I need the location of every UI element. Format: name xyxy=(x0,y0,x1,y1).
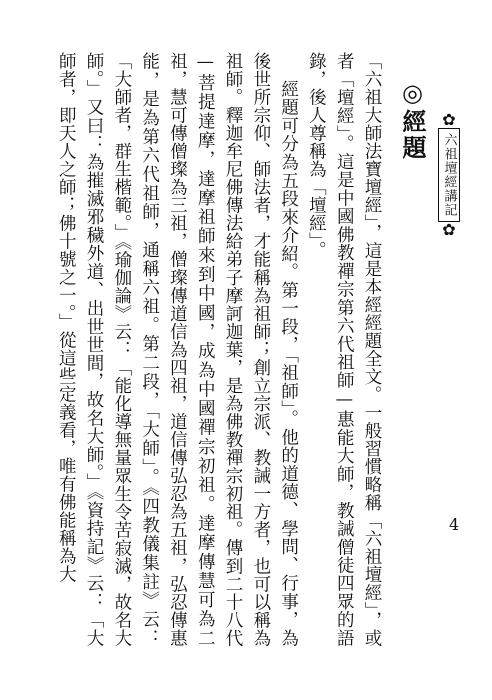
paragraph-1: 「六祖大師法寶壇經」，這是本經經題全文。一般習慣略稱「六祖壇經」，或者「壇經」。這是中國佛教禪宗第六代祖師—惠能大師，教誡僧徒四眾的語錄，後人尊稱為「壇經」。 xyxy=(306,52,382,647)
running-head xyxy=(432,112,466,238)
section-heading: ◎經題 xyxy=(398,78,427,161)
running-head-title: 六祖壇經講記 xyxy=(438,128,460,222)
paragraph-2: 經題可分為五段來介紹。第一段，「祖師」。他的道德、學問、行事，為後世所宗仰、師法者，才能稱為祖師；創立宗派、教誡一方者，也可以稱為祖師。釋迦牟尼佛傳法給弟子摩訶迦葉，是為佛教禪宗初祖。傳到二十八代—菩提達摩，達摩祖師來到中國，成為中國禪宗初祖。達摩傳慧可為二祖，慧可傳僧璨為三祖，僧璨傳道信為四祖，道信傳弘忍為五祖，弘忍傳惠能，是為第六代祖師，通稱六祖。第二段，「大師」。《四教儀集註》云：「大師者，群生楷範。」《瑜伽論》云：「能化導無量眾生令苦寂滅，故名大師。」又曰：為摧滅邪穢外道、出世世間，故名大師。」《資持記》云：「大師者，即天人之師；佛十號之一。」從這些定義看，唯有佛能稱為大 xyxy=(56,52,299,647)
ornament-bottom-icon: ✿ xyxy=(442,220,456,239)
body-text xyxy=(51,52,385,647)
page-number: 4 xyxy=(449,515,460,534)
ornament-top-icon: ✿ xyxy=(442,110,456,129)
